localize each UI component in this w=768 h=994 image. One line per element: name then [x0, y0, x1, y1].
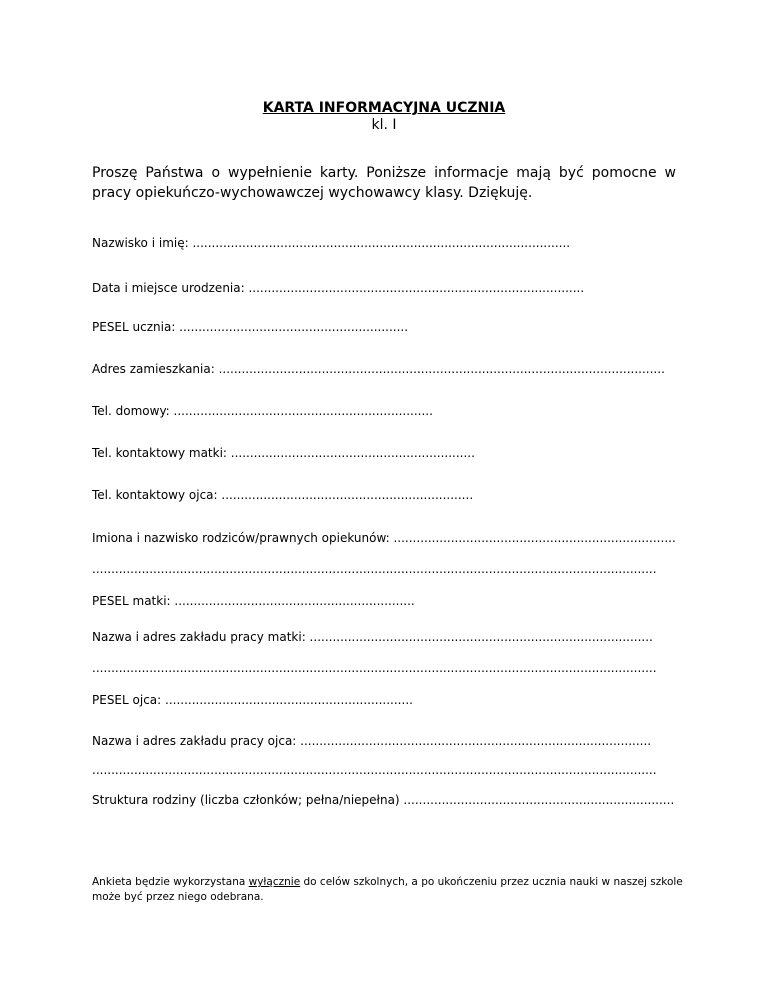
- field-parents-cont: ....................................................................................................................................................: [92, 562, 657, 576]
- field-pesel-student: PESEL ucznia: ............................................................: [92, 320, 409, 334]
- footer-note: [92, 875, 692, 904]
- field-father-work-cont: ....................................................................................................................................................: [92, 763, 657, 777]
- field-home-phone: Tel. domowy: ....................................................................: [92, 404, 433, 418]
- field-father-phone: Tel. kontaktowy ojca: ..................................................................: [92, 488, 474, 502]
- document-title: KARTA INFORMACYJNA UCZNIA: [262, 100, 506, 116]
- note-part-1: Ankieta będzie wykorzystana: [92, 876, 249, 888]
- field-father-work: Nazwa i adres zakładu pracy ojca: ............................................................................................: [92, 734, 652, 748]
- field-birth: Data i miejsce urodzenia: ........................................................................................: [92, 281, 585, 295]
- class-label: kl. I: [371, 117, 397, 133]
- field-address: Adres zamieszkania: .....................................................................................................................: [92, 362, 665, 376]
- field-family: Struktura rodziny (liczba członków; pełna/niepełna) .......................................................................: [92, 793, 675, 807]
- note-part-2: do celów szkolnych, a po ukończeniu przez ucznia nauki w naszej szkole: [300, 876, 683, 888]
- field-pesel-mother: PESEL matki: ...............................................................: [92, 594, 415, 608]
- intro-line-1: Proszę Państwa o wypełnienie karty. Poniższe informacje mają być pomocne w pracy: [92, 165, 676, 201]
- note-line-2: może być przez niego odebrana.: [92, 890, 264, 903]
- field-mother-work: Nazwa i adres zakładu pracy matki: ..........................................................................................: [92, 630, 653, 644]
- note-emphasis: wyłącznie: [248, 876, 301, 888]
- field-mother-work-cont: ....................................................................................................................................................: [92, 661, 657, 675]
- field-name: Nazwisko i imię: ...................................................................................................: [92, 236, 571, 250]
- intro-line-2: opiekuńczo-wychowawczej wychowawcy klasy. Dziękuję.: [135, 184, 533, 201]
- field-parents: Imiona i nazwisko rodziców/prawnych opiekunów: ..........................................................................: [92, 531, 676, 545]
- field-mother-phone: Tel. kontaktowy matki: ................................................................: [92, 446, 475, 460]
- intro-paragraph: [92, 164, 676, 203]
- field-pesel-father: PESEL ojca: .................................................................: [92, 693, 413, 707]
